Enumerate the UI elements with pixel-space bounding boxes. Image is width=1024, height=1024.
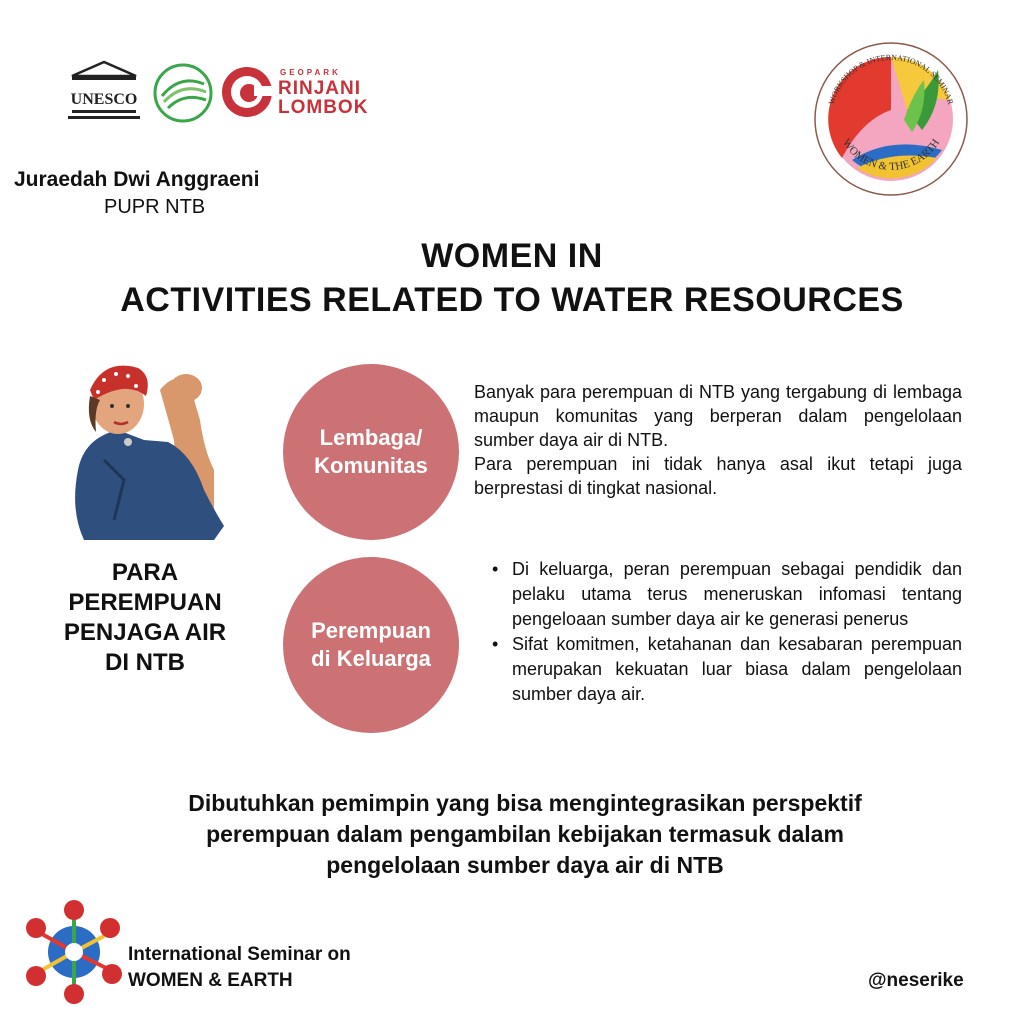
community-paragraph-2: Para perempuan ini tidak hanya asal ikut tetapi juga berprestasi di tingkat nasional. — [474, 454, 962, 498]
circle-lembaga-komunitas — [283, 364, 459, 540]
circle-2-line-2: di Keluarga — [311, 646, 431, 671]
list-item: • Sifat komitmen, ketahanan dan kesabaran perempuan merupakan kekuatan luar biasa dalam pengelolaan sumber daya air. — [490, 632, 962, 707]
side-title — [40, 558, 250, 678]
conclusion-line-1: Dibutuhkan pemimpin yang bisa mengintegrasikan perspektif — [188, 790, 862, 816]
green-swirl-logo — [152, 62, 214, 124]
side-title-line-3: PENJAGA AIR — [63, 619, 227, 646]
conclusion-line-2: perempuan dalam pengambilan kebijakan termasuk dalam — [206, 821, 844, 847]
unesco-logo — [66, 60, 142, 124]
circle-1-line-1: Lembaga/ — [319, 425, 423, 450]
side-title-line-2: PEREMPUAN — [68, 589, 222, 616]
conclusion-line-3: pengelolaan sumber daya air di NTB — [326, 852, 724, 878]
social-handle: @neserike — [868, 970, 964, 991]
author-name: Juraedah Dwi Anggraeni — [14, 168, 260, 191]
seminar-arc-top: WORKSHOP & INTERNATIONAL SEMINAR — [826, 52, 956, 106]
rosie-riveter-illustration — [64, 350, 252, 542]
page-title — [0, 234, 1024, 322]
circle-perempuan-keluarga — [283, 557, 459, 733]
geopark-rinjani: RINJANI — [278, 78, 362, 99]
circle-1-line-2: Komunitas — [314, 453, 428, 478]
side-title-line-4: DI NTB — [105, 649, 185, 676]
footer-seminar-line-2: WOMEN & EARTH — [128, 970, 293, 991]
family-bullet-list — [490, 557, 962, 707]
community-paragraph — [474, 380, 962, 500]
geopark-rinjani-logo — [220, 64, 369, 120]
geopark-label: GEOPARK — [280, 68, 341, 77]
geopark-emblem-icon — [220, 64, 276, 120]
community-paragraph-1: Banyak para perempuan di NTB yang tergabung di lembaga maupun komunitas yang berperan dalam pengelolaan sumber daya air di NTB. — [474, 382, 962, 450]
circle-2-line-1: Perempuan — [311, 618, 431, 643]
seminar-arc-bottom: WOMEN & THE EARTH — [839, 136, 943, 173]
women-earth-seminar-logo — [812, 40, 970, 198]
list-item: • Di keluarga, peran perempuan sebagai pendidik dan pelaku utama terus meneruskan infomasi tentang pengeloaan sumber daya air ke generasi penerus — [490, 557, 962, 632]
geopark-lombok: LOMBOK — [278, 97, 369, 118]
women-earth-footer-logo — [22, 896, 126, 1006]
author-organization: PUPR NTB — [104, 196, 206, 218]
unesco-text: UNESCO — [70, 91, 138, 108]
title-line-1: WOMEN IN — [421, 237, 603, 275]
side-title-line-1: PARA — [111, 559, 179, 586]
title-line-2: ACTIVITIES RELATED TO WATER RESOURCES — [120, 281, 904, 319]
conclusion-text — [0, 788, 1024, 881]
footer-seminar-line-1: International Seminar on — [128, 944, 351, 965]
